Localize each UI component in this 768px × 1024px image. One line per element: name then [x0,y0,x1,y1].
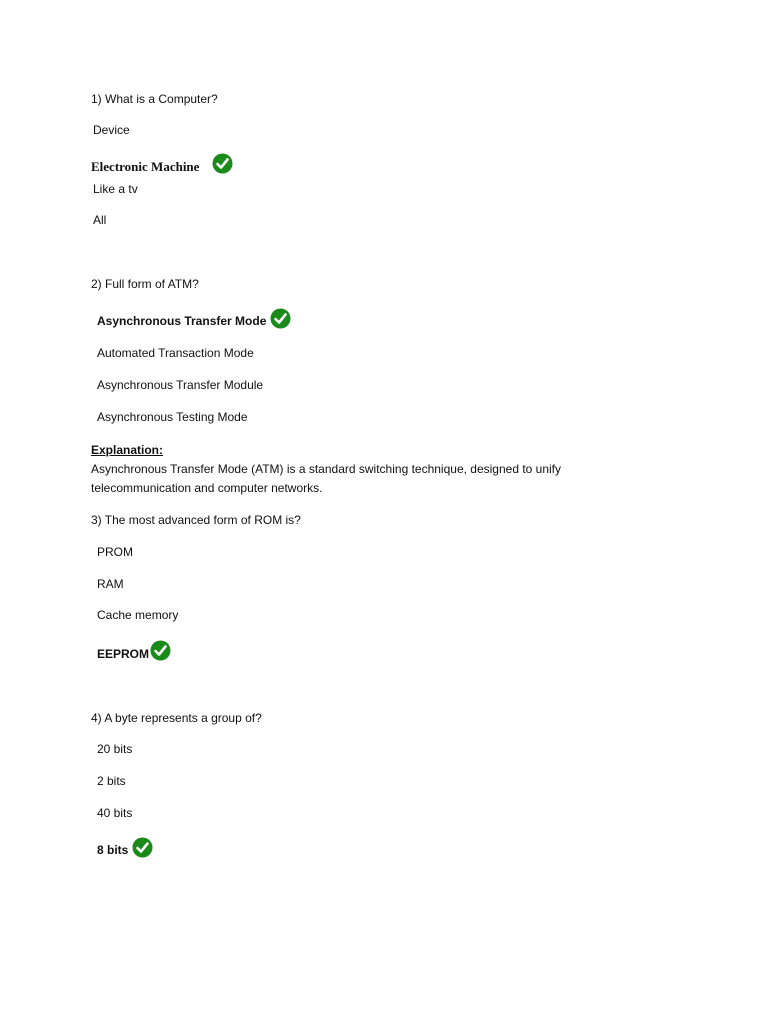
question-2: 2) Full form of ATM? [91,277,199,291]
check-circle-icon [212,153,233,174]
q2-option-1-correct: Asynchronous Transfer Mode [97,314,267,328]
check-circle-icon [270,308,291,329]
q2-option-4: Asynchronous Testing Mode [97,410,248,424]
q3-option-1: PROM [97,545,133,559]
q3-option-2: RAM [97,577,124,591]
q1-option-2-correct: Electronic Machine [91,159,200,174]
q1-option-3: Like a tv [93,182,138,196]
q2-option-3: Asynchronous Transfer Module [97,378,264,392]
question-3: 3) The most advanced form of ROM is? [91,513,301,527]
question-4: 4) A byte represents a group of? [91,711,262,725]
q2-option-2: Automated Transaction Mode [97,346,254,360]
q1-option-1: Device [93,123,130,137]
q1-option-4: All [93,213,107,227]
q4-option-3: 40 bits [97,806,133,820]
check-circle-icon [132,837,153,858]
q4-option-1: 20 bits [97,742,133,756]
q3-option-3: Cache memory [97,608,179,622]
q4-option-4-correct: 8 bits [97,843,129,857]
question-1: 1) What is a Computer? [91,92,218,106]
check-circle-icon [150,640,171,661]
explanation-title: Explanation: [91,443,164,457]
q3-option-4-correct: EEPROM [97,647,150,661]
explanation-text: Asynchronous Transfer Mode (ATM) is a standard switching technique, designed to unify telecommunication and computer networks. [91,462,562,495]
q4-option-2: 2 bits [97,774,126,788]
